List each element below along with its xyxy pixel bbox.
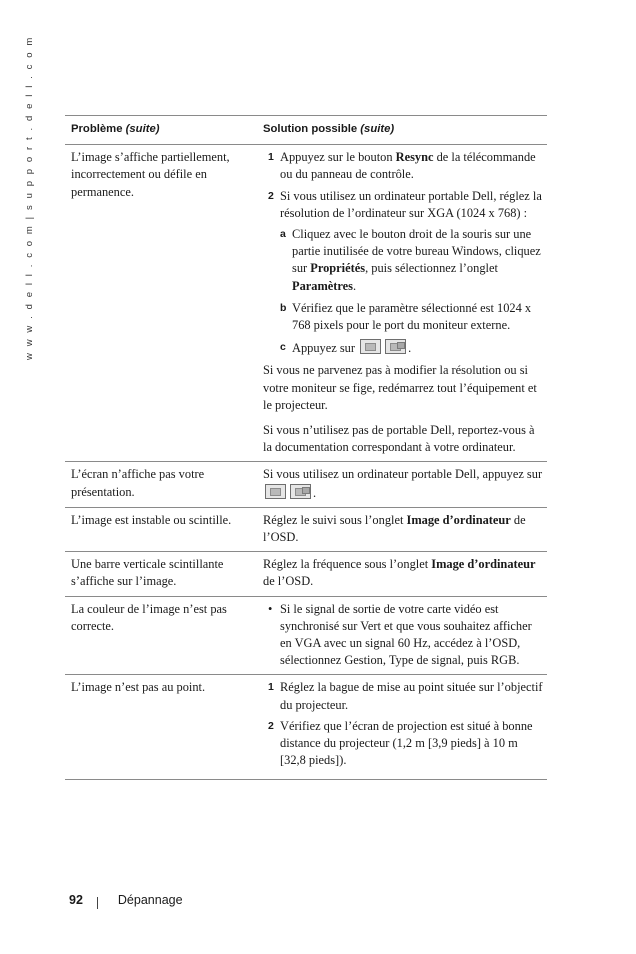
table-row <box>65 596 547 675</box>
bullet-icon: • <box>268 601 273 616</box>
header-problem: Problème (suite) <box>65 116 257 145</box>
troubleshooting-table <box>65 115 547 780</box>
crt-lcd-key-icon <box>290 484 311 499</box>
step-item: 1 Réglez la bague de mise au point située sur l’objectif du projecteur. <box>268 680 543 712</box>
fn-key-icon <box>360 339 381 354</box>
substep-item: b Vérifiez que le paramètre sélectionné est 1024 x 768 pixels pour le port du moniteur externe. <box>280 300 532 333</box>
side-url <box>22 35 42 360</box>
problem-cell: Une barre verticale scintillante s’affiche sur l’image. <box>65 552 257 596</box>
solution-note: Si vous ne parvenez pas à modifier la résolution ou si votre moniteur se fige, redémarrez tout l’équipement et le projecteur. <box>263 363 537 412</box>
section-title: Dépannage <box>117 893 183 907</box>
table-row <box>65 145 547 462</box>
table-row <box>65 462 547 507</box>
substep-item: a Cliquez avec le bouton droit de la souris sur une partie inutilisée de votre bureau Windows, cliquez sur Propriétés, puis sélectionnez l’onglet Paramètres. <box>280 227 541 293</box>
side-url-text: w w w . d e l l . c o m | s u p p o r t . d e l l . c o m <box>24 35 35 360</box>
solution-cell <box>257 145 547 462</box>
bullet-item: • Si le signal de sortie de votre carte vidéo est synchronisé sur Vert et que vous souhaitez afficher en VGA avec un signal 60 Hz, accédez à l’OSD, sélectionnez Gestion, Type de signal, puis RGB. <box>268 601 532 668</box>
solution-cell: Si vous utilisez un ordinateur portable Dell, appuyez sur . <box>257 462 547 507</box>
solution-cell: Réglez la fréquence sous l’onglet Image d’ordinateur de l’OSD. <box>257 552 547 596</box>
table-row <box>65 507 547 551</box>
solution-cell <box>257 596 547 675</box>
step-item: 2 Si vous utilisez un ordinateur portable Dell, réglez la résolution de l’ordinateur sur XGA (1024 x 768) : a Cliquez avec le bouton droit de la souris sur une partie inutilisée de votre bureau Windows, cliquez sur Propriétés, puis sélectionnez l’onglet Paramètres. b Vérifiez que le paramètre sélectionné est 1024 x 768 pixels pour le port du moniteur externe. c Appuyez sur . <box>263 188 543 358</box>
problem-cell: La couleur de l’image n’est pas correcte. <box>65 596 257 675</box>
crt-lcd-key-icon <box>385 339 406 354</box>
problem-cell: L’image n’est pas au point. <box>65 675 257 779</box>
step-item: 2 Vérifiez que l’écran de projection est situé à bonne distance du projecteur (1,2 m [3,9 pieds] à 10 m [32,8 pieds]). <box>268 718 533 768</box>
problem-cell: L’image est instable ou scintille. <box>65 507 257 551</box>
table-row <box>65 675 547 779</box>
page-number: 92 <box>69 893 83 907</box>
solution-cell <box>257 675 547 779</box>
fn-key-icon <box>265 484 286 499</box>
problem-cell: L’image s’affiche partiellement, incorrectement ou défile en permanence. <box>65 145 257 462</box>
solution-note: Si vous n’utilisez pas de portable Dell, reportez-vous à la documentation correspondant à votre ordinateur. <box>263 423 535 455</box>
table-row <box>65 552 547 596</box>
problem-cell: L’écran n’affiche pas votre présentation. <box>65 462 257 507</box>
substep-item: c Appuyez sur . <box>280 341 412 356</box>
footer-divider <box>97 897 98 909</box>
page-footer <box>69 893 183 909</box>
table-header-row <box>65 116 547 145</box>
header-solution: Solution possible (suite) <box>257 116 547 145</box>
step-item: 1 Appuyez sur le bouton Resync de la télécommande ou du panneau de contrôle. <box>268 150 536 182</box>
solution-cell: Réglez le suivi sous l’onglet Image d’ordinateur de l’OSD. <box>257 507 547 551</box>
